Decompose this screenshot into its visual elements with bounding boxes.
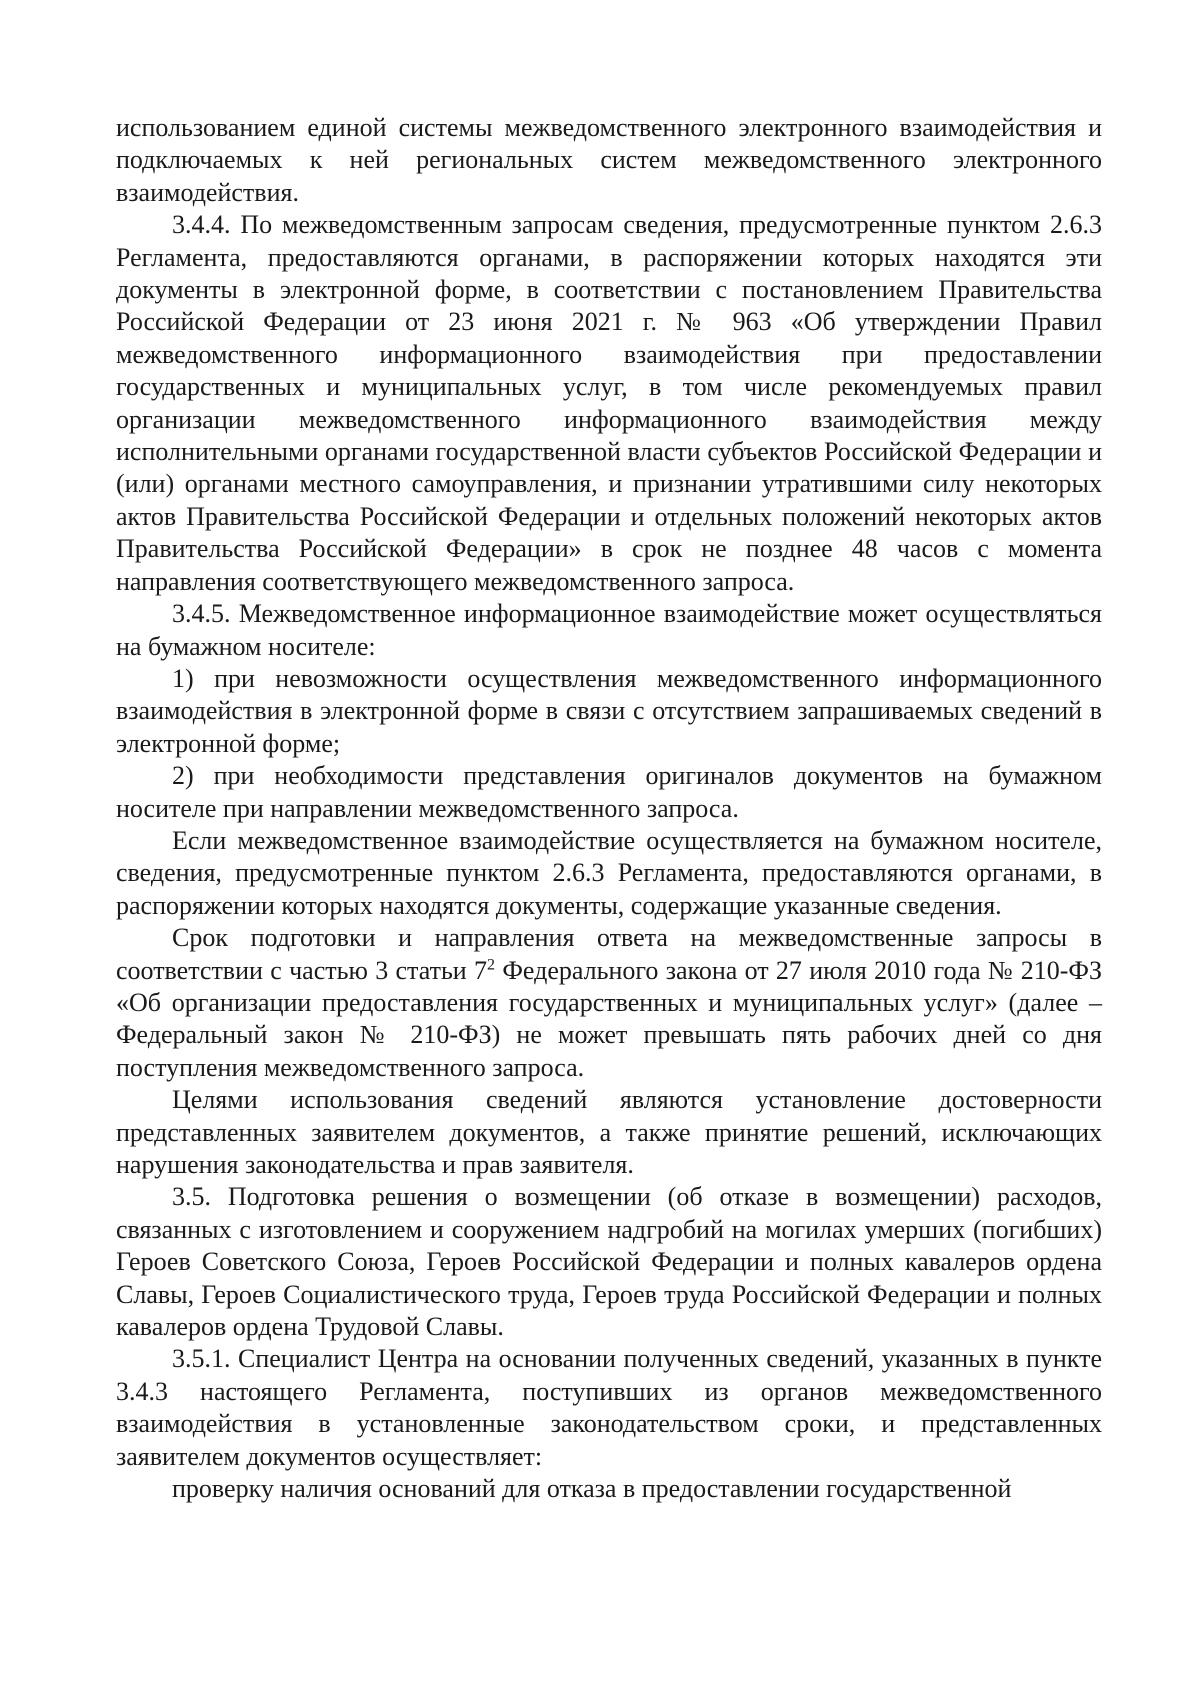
paragraph: 3.4.4. По межведомственным запросам сведения, предусмотренные пунктом 2.6.3 Регламента, предоставляются органами, в распоряжении которых находятся эти документы в электронной форме, в соответствии с постановлением Правительства Российской Федерации от 23 июня 2021 г. № 963 «Об утверждении Правил межведомственного информационного взаимодействия при предоставлении государственных и муниципальных услуг, в том числе рекомендуемых правил организации межведомственного информационного взаимодействия между исполнительными органами государственной власти субъектов Российской Федерации и (или) органами местного самоуправления, и признании утратившими силу некоторых актов Правительства Российской Федерации и отдельных положений некоторых актов Правительства Российской Федерации» в срок не позднее 48 часов с момента направления соответствующего межведомственного запроса. <box>116 210 1102 596</box>
paragraph: 3.4.5. Межведомственное информационное взаимодействие может осуществляться на бумажном носителе: <box>116 599 1102 661</box>
paragraph: 3.5.1. Специалист Центра на основании полученных сведений, указанных в пункте 3.4.3 настоящего Регламента, поступивших из органов межведомственного взаимодействия в установленные законодательством сроки, и представленных заявителем документов осуществляет: <box>116 1344 1102 1471</box>
paragraph-text: Федерального закона от 27 июля 2010 года № 210-ФЗ «Об организации предоставления государственных и муниципальных услуг» (далее – Федеральный закон № 210-ФЗ) не может превышать пять рабочих дней со дня поступления межведомственного запроса. <box>116 955 1102 1082</box>
paragraph-text: Срок подготовки и направления ответа на межведомственные запросы в соответствии с частью 3 статьи 7 <box>116 923 1102 985</box>
superscript: 2 <box>487 955 496 973</box>
paragraph: 3.5. Подготовка решения о возмещении (об отказе в возмещении) расходов, связанных с изготовлением и сооружением надгробий на могилах умерших (погибших) Героев Советского Союза, Героев Российской Федерации и полных кавалеров ордена Славы, Героев Социалистического труда, Героев труда Российской Федерации и полных кавалеров ордена Трудовой Славы. <box>116 1182 1102 1342</box>
paragraph <box>116 922 1102 1084</box>
document-page <box>116 112 1102 1505</box>
paragraph: 1) при невозможности осуществления межведомственного информационного взаимодействия в электронной форме в связи с отсутствием запрашиваемых сведений в электронной форме; <box>116 663 1102 758</box>
paragraph: проверку наличия оснований для отказа в предоставлении государственной <box>172 1474 1012 1504</box>
paragraph: Если межведомственное взаимодействие осуществляется на бумажном носителе, сведения, предусмотренные пунктом 2.6.3 Регламента, предоставляются органами, в распоряжении которых находятся документы, содержащие указанные сведения. <box>116 825 1102 920</box>
paragraph: Целями использования сведений являются установление достоверности представленных заявителем документов, а также принятие решений, исключающих нарушения законодательства и прав заявителя. <box>116 1085 1102 1179</box>
paragraph: использованием единой системы межведомственного электронного взаимодействия и подключаемых к ней региональных систем межведомственного электронного взаимодействия. <box>116 113 1102 207</box>
paragraph: 2) при необходимости представления оригиналов документов на бумажном носителе при направлении межведомственного запроса. <box>116 761 1102 823</box>
